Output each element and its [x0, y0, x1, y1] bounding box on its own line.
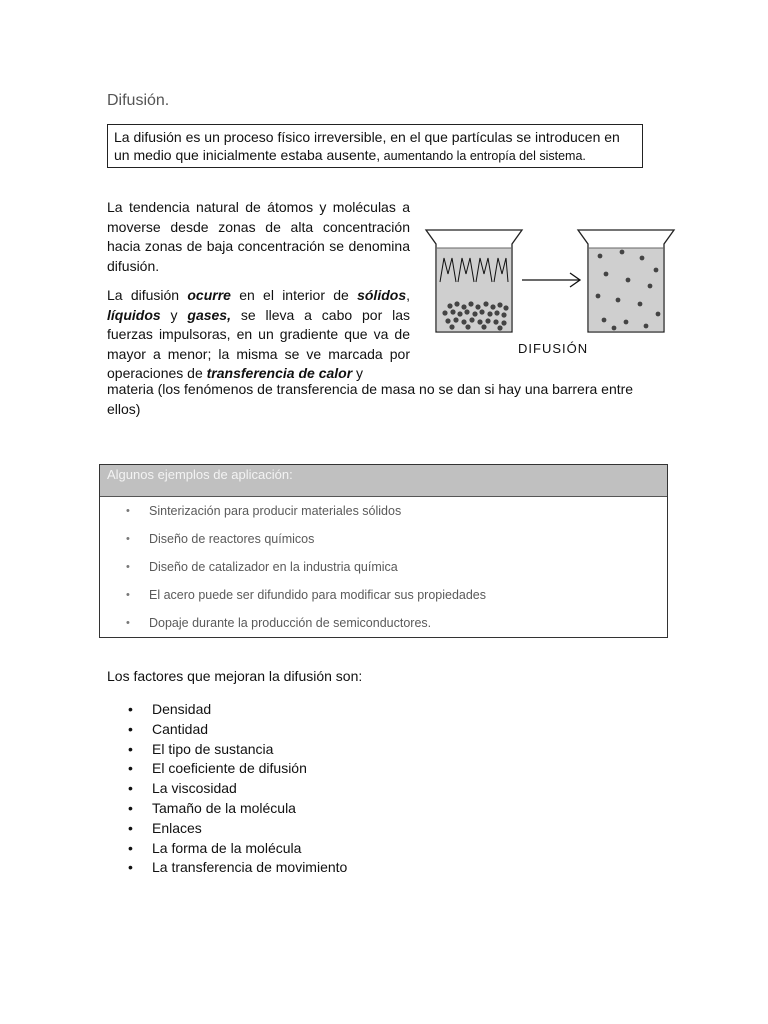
definition-box — [107, 124, 643, 168]
list-item: • La viscosidad — [107, 779, 347, 799]
p2-text-2: en el interior de — [230, 287, 358, 303]
beaker-after-icon — [578, 230, 674, 332]
list-item: • Cantidad — [107, 720, 347, 740]
p2-text-5: se lleva a cabo por las fuerzas impulsoras, en un gradiente que va de mayor a menor; la misma se ve marcada por operaciones de — [107, 306, 410, 381]
page-title: Difusión. — [107, 92, 170, 109]
examples-list — [100, 497, 667, 637]
paragraph-diffusion-tail: materia (los fenómenos de transferencia de masa no se dan si hay una barrera entre ellos) — [107, 381, 634, 417]
list-item: • Enlaces — [107, 819, 347, 839]
list-item: • El tipo de sustancia — [107, 740, 347, 760]
list-item: • Sinterización para producir materiales sólidos — [100, 497, 667, 525]
list-item: • Densidad — [107, 700, 347, 720]
list-item: • El acero puede ser difundido para modificar sus propiedades — [100, 581, 667, 609]
definition-text: La difusión es un proceso físico irreversible, en el que partículas se introducen en un medio que inicialmente estaba ausente, — [114, 129, 620, 163]
paragraph-diffusion-occurs — [107, 286, 410, 384]
p2-bold-ocurre: ocurre — [187, 287, 231, 303]
list-item: • El coeficiente de difusión — [107, 759, 347, 779]
diffusion-figure — [420, 222, 680, 360]
p2-bold-solidos: sólidos — [357, 287, 407, 303]
factors-intro: Los factores que mejoran la difusión son: — [107, 668, 363, 684]
beaker-before-icon — [426, 230, 522, 332]
arrow-right-icon — [522, 273, 580, 287]
examples-box — [99, 464, 668, 638]
factors-list — [107, 700, 347, 878]
list-item: • La transferencia de movimiento — [107, 858, 347, 878]
figure-caption: DIFUSIÓN — [518, 341, 589, 356]
paragraph-tendency: La tendencia natural de átomos y moléculas a moverse desde zonas de alta concentración hacia zonas de baja concentración se denomina difusión. — [107, 199, 410, 274]
examples-header: Algunos ejemplos de aplicación: — [100, 465, 667, 497]
list-item: • Dopaje durante la producción de semiconductores. — [100, 609, 667, 637]
p2-bold-liquidos: líquidos — [107, 306, 161, 323]
p2-bold-gases: gases, — [187, 306, 231, 323]
p2-text-1: La difusión — [107, 287, 188, 303]
list-item: • La forma de la molécula — [107, 839, 347, 859]
list-item: • Diseño de reactores químicos — [100, 525, 667, 553]
definition-tail: aumentando la entropía del sistema. — [380, 149, 586, 163]
p2-text-6: y — [352, 365, 364, 381]
p2-text-3: , — [406, 287, 410, 303]
p2-text-4: y — [160, 306, 188, 323]
list-item: • Tamaño de la molécula — [107, 799, 347, 819]
list-item: • Diseño de catalizador en la industria química — [100, 553, 667, 581]
p2-bold-transferencia: transferencia de calor — [206, 365, 353, 381]
